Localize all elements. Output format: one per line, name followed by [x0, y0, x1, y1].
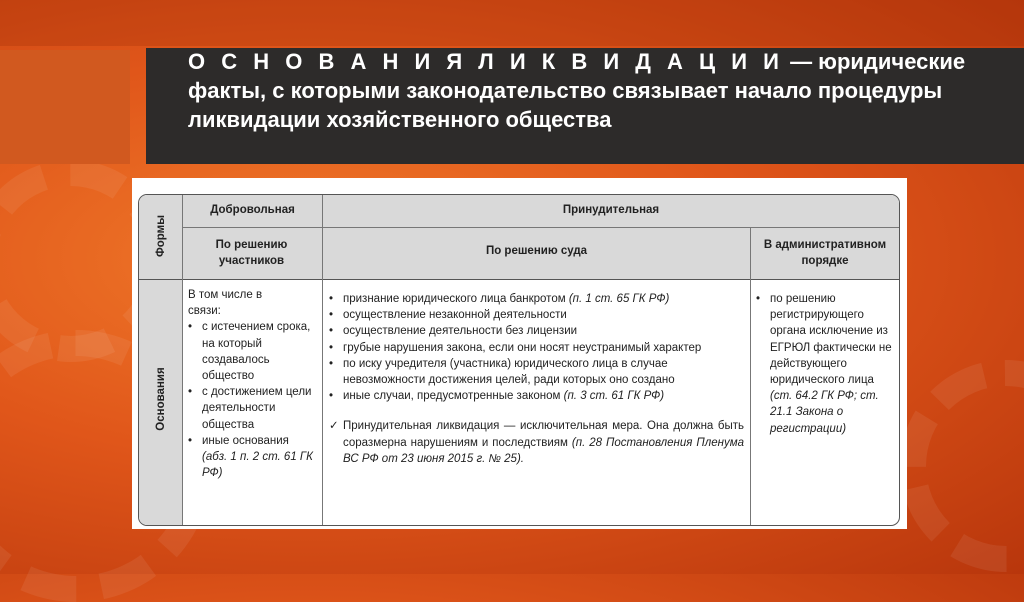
- voluntary-intro: В том числе в связи:: [188, 289, 263, 318]
- forced-header: Принудительная: [562, 204, 660, 216]
- list-item: • по решению регистрирующего органа исключение из ЕГРЮЛ фактически не действующего юридического лица (ст. 64.2 ГК РФ; ст. 21.1 Закона о регистрации): [756, 291, 896, 437]
- voluntary-ref: (абз. 1 п. 2 ст. 61 ГК РФ): [202, 451, 313, 480]
- left-accent-block: [0, 50, 130, 164]
- checkmark-icon: ✓: [329, 420, 339, 433]
- by-court-header: По решению суда: [485, 245, 588, 257]
- forms-label: Формы: [155, 214, 167, 258]
- bullet-icon: •: [188, 321, 193, 334]
- table-image: [132, 178, 907, 529]
- list-item: • осуществление деятельности без лицензии: [329, 323, 744, 339]
- bullet-icon: •: [329, 309, 334, 322]
- grid-line: [182, 195, 183, 525]
- bullet-icon: •: [329, 325, 334, 338]
- bullet-icon: •: [329, 390, 334, 403]
- grid-line: [182, 227, 899, 228]
- list-item: • по иску учредителя (участника) юридического лица в случае невозможности достижения целей, ради которых оно создано: [329, 356, 744, 388]
- bullet-icon: •: [329, 357, 334, 370]
- voluntary-cell: [188, 287, 318, 481]
- administrative-header: В административном порядке: [763, 239, 887, 267]
- bullet-icon: •: [329, 341, 334, 354]
- court-note: ✓ Принудительная ликвидация — исключительная мера. Она должна быть соразмерна нарушениям и последствиям (п. 28 Постановления Пленума ВС РФ от 23 июня 2015 г. № 25).: [329, 418, 744, 467]
- bullet-icon: •: [756, 293, 761, 305]
- grounds-label: Основания: [155, 367, 167, 431]
- list-item: • с истечением срока, на который создавалось общество: [188, 319, 318, 384]
- list-item: • иные основания (абз. 1 п. 2 ст. 61 ГК РФ): [188, 433, 318, 482]
- administrative-cell: [756, 291, 896, 437]
- grid-line: [750, 227, 751, 525]
- bullet-icon: •: [329, 293, 334, 305]
- bullet-icon: •: [188, 434, 193, 447]
- list-item: • иные случаи, предусмотренные законом (п. 3 ст. 61 ГК РФ): [329, 388, 744, 404]
- top-band: [0, 0, 1024, 46]
- title-spaced: О С Н О В А Н И Я Л И К В И Д А Ц И И: [188, 49, 784, 74]
- by-participants-header: По решению участников: [215, 239, 288, 267]
- list-item: • признание юридического лица банкротом (п. 1 ст. 65 ГК РФ): [329, 291, 744, 307]
- bullet-icon: •: [188, 386, 193, 399]
- court-cell: [329, 291, 744, 467]
- list-item: • осуществление незаконной деятельности: [329, 307, 744, 323]
- list-item: • с достижением цели деятельности общества: [188, 384, 318, 433]
- voluntary-header: Добровольная: [210, 204, 295, 216]
- grounds-table: [138, 194, 900, 526]
- grid-line: [139, 279, 899, 280]
- title-rest: — юридические факты, с которыми законодательство связывает начало процедуры ликвидации хозяйственного общества: [188, 49, 966, 132]
- slide-title: [188, 47, 988, 134]
- list-item: • грубые нарушения закона, если они носят неустранимый характер: [329, 340, 744, 356]
- gear-icon: [900, 360, 1024, 572]
